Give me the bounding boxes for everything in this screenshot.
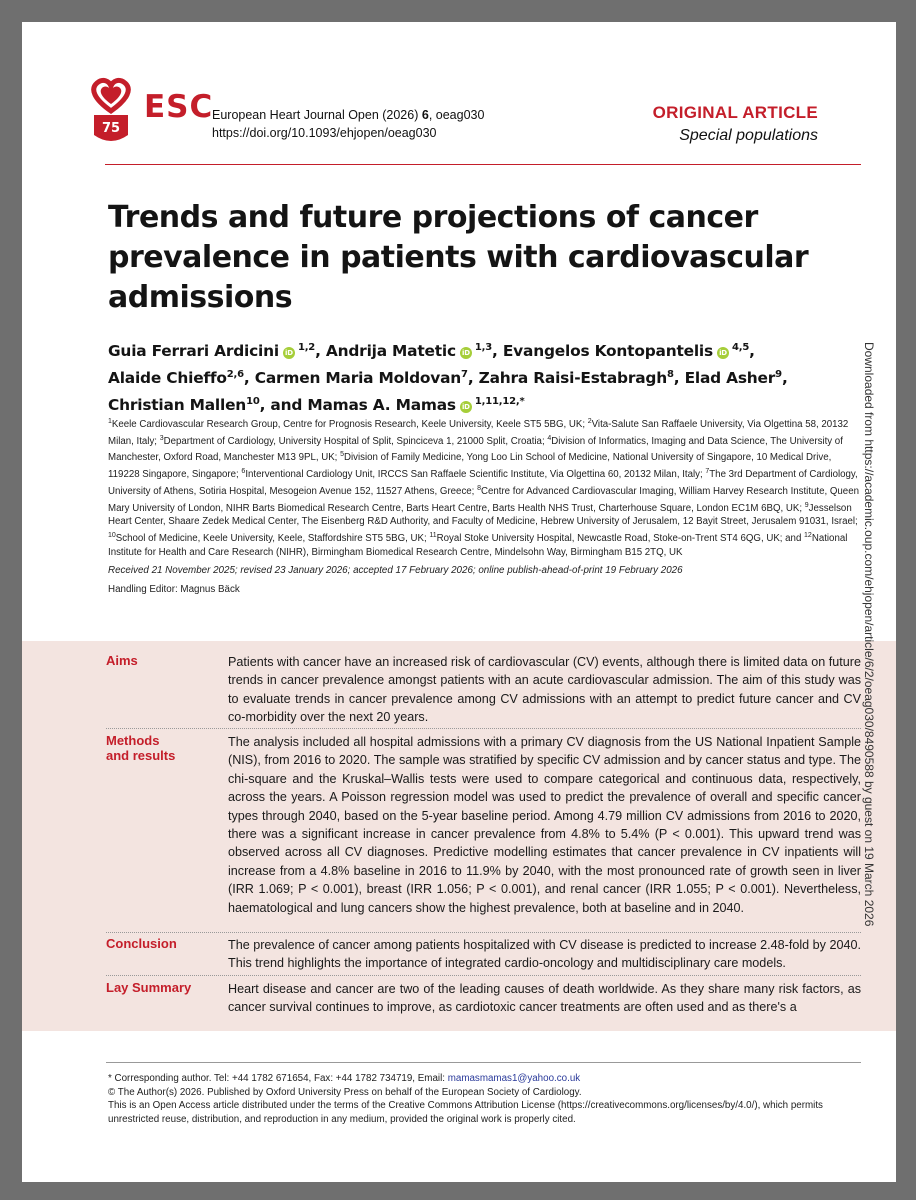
logo-text: ESC xyxy=(144,89,214,125)
corresponding-author xyxy=(108,1072,862,1086)
affiliation-text: School of Medicine, Keele University, Keele, Staffordshire ST5 5BG, UK; xyxy=(115,533,430,545)
article-section: Special populations xyxy=(679,127,818,144)
author-separator: , xyxy=(315,342,326,361)
affiliation-text: Keele Cardiovascular Research Group, Centre for Prognosis Research, Keele University, Keele ST5 5BG, UK; xyxy=(111,419,588,431)
affiliation-number: 11 xyxy=(429,531,437,539)
corresponding-text: * Corresponding author. Tel: +44 1782 671654, Fax: +44 1782 734719, Email: xyxy=(108,1073,448,1084)
author-name: Zahra Raisi-Estabragh xyxy=(478,369,667,388)
methods-label-line-2: and results xyxy=(106,748,176,763)
esc-logo xyxy=(82,77,214,152)
affiliation-text: Interventional Cardiology Unit, IRCCS San Raffaele Scientific Institute, Via Olgettina 60, 20132 Milan, Italy; xyxy=(245,469,706,481)
page xyxy=(22,22,896,1182)
handling-editor: Handling Editor: Magnus Bäck xyxy=(108,584,240,595)
affiliation-number: 4 xyxy=(547,434,552,442)
conclusion-label: Conclusion xyxy=(106,936,177,951)
author-affiliation-number: 1,2 xyxy=(297,342,316,353)
author-separator: , xyxy=(781,369,788,388)
article-dates: Received 21 November 2025; revised 23 January 2026; accepted 17 February 2026; online publish-ahead-of-print 19 February 2026 xyxy=(108,565,683,576)
affiliation-text: The 3rd Department of Cardiology, University of Athens, Sotiria Hospital, Mesogeion Avenue 152, 11527 Athens, Greece; xyxy=(108,469,858,498)
author-name: Mamas A. Mamas xyxy=(307,396,456,415)
affiliation-number: 8 xyxy=(477,484,481,492)
license: This is an Open Access article distributed under the terms of the Creative Commons Attribution License (https://creativecommons.org/licenses/by/4.0/), which permits unrestricted reuse, distribution, and reproduction in any medium, provided the original work is properly cited. xyxy=(108,1100,823,1125)
journal-article: , oeag030 xyxy=(428,108,485,122)
lay-summary-text: Heart disease and cancer are two of the leading causes of death worldwide. As they share many risk factors, as cancer survival continues to improve, as cardiotoxic cancer treatments are often used and as there's a xyxy=(228,982,861,1015)
affiliation-number: 9 xyxy=(804,501,809,509)
affiliations xyxy=(108,415,860,559)
author-name: Andrija Matetic xyxy=(325,342,456,361)
affiliation-text: Jesselson Heart Center, Shaare Zedek Medical Center, The Eisenberg R&D Authority, and Faculty of Medicine, Hebrew University of Jerusalem, 12 Bayit Street, Jerusalem 91031, Israel; xyxy=(108,502,858,528)
conclusion-text: The prevalence of cancer among patients hospitalized with CV disease is predicted to increase 2.48-fold by 2040. This trend highlights the importance of integrated cardio-oncology and multidisciplinary care models. xyxy=(228,938,861,971)
methods-text: The analysis included all hospital admissions with a primary CV diagnosis from the US National Inpatient Sample (NIS), from 2016 to 2020. The sample was stratified by specific CV admission and by cancer status and type. The chi-square and the Kruskal–Wallis tests were used to compare categorical and continuous data, respectively, across the years. A Poisson regression model was used to predict the prevalence of overall and specific cancer types through 2040, based on the 5-year baseline period. Among 4.79 million CV admissions from 2016 to 2020, there was a significant increase in cancer prevalence from 4.8% to 5.4% (P < 0.001). This upward trend was observed across all CV diagnoses. Predictive modelling estimates that cancer prevalence in CV inpatients will increase from a 4.8% baseline in 2016 to 11.9% by 2040, with the most pronounced rate of growth seen in liver (IRR 1.069; P < 0.001), breast (IRR 1.056; P < 0.001), and renal cancer (IRR 1.055; P < 0.001). Nevertheless, haematological and lung cancers show the highest prevalence, both at baseline and in 2040. xyxy=(228,735,861,915)
affiliation-number: 10 xyxy=(108,531,116,539)
author-separator: , xyxy=(492,342,503,361)
author-affiliation-number: 8 xyxy=(666,369,674,381)
affiliation-number: 7 xyxy=(705,468,710,476)
download-watermark xyxy=(862,342,890,927)
author-name: Alaide Chieffo xyxy=(108,369,227,388)
affiliation-text: Centre for Advanced Cardiovascular Imaging, William Harvey Research Institute, Queen Mary University of London, NIHR Barts Biomedical Research Centre, Barts Heart Centre, Barts Health NHS Trust, Charterhouse Square, London EC1M 6BQ, UK; xyxy=(108,486,859,514)
affiliation-text: Division of Family Medicine, Yong Loo Lin School of Medicine, National University of Singapore, 10 Medical Drive, 119228 Singapore, Singapore; xyxy=(108,452,832,481)
copyright: © The Author(s) 2026. Published by Oxford University Press on behalf of the European Society of Cardiology. xyxy=(108,1086,582,1098)
author-name: Elad Asher xyxy=(684,369,776,388)
author-affiliation-number: 2,6 xyxy=(226,369,244,381)
heart-logo-icon xyxy=(88,77,134,149)
affiliation-number: 5 xyxy=(340,451,344,459)
affiliation-number: 1 xyxy=(108,418,112,425)
download-note: Downloaded from https://academic.oup.com/ehjopen/article/6/2/oeag030/8490588 by guest on 19 March 2026 xyxy=(862,342,876,927)
doi-link[interactable]: https://doi.org/10.1093/ehjopen/oeag030 xyxy=(212,126,437,140)
journal-citation xyxy=(212,106,484,142)
author-name: Evangelos Kontopantelis xyxy=(502,342,713,361)
author-affiliation-number: 1,3 xyxy=(474,342,493,353)
author-name: Carmen Maria Moldovan xyxy=(254,369,462,388)
logo-badge: 75 xyxy=(101,121,121,136)
affiliation-text: Vita-Salute San Raffaele University, Via Olgettina 58, 20132 Milan, Italy; xyxy=(108,419,849,447)
author-affiliation-number: 4,5 xyxy=(731,342,750,353)
article-type: ORIGINAL ARTICLE xyxy=(652,103,818,122)
methods-label-line-1: Methods xyxy=(106,733,160,748)
section-divider xyxy=(106,728,861,729)
abstract-panel xyxy=(22,641,896,1031)
author-name: Christian Mallen xyxy=(108,396,247,415)
author-name: Guia Ferrari Ardicini xyxy=(108,342,279,361)
author-list xyxy=(108,336,828,417)
journal-volume: 6 xyxy=(421,108,429,122)
article-type-block xyxy=(653,103,818,145)
affiliation-number: 3 xyxy=(159,434,164,442)
author-affiliation-number: 9 xyxy=(775,369,782,381)
affiliation-text: Division of Informatics, Imaging and Data Science, The University of Manchester, Oxford Road, Manchester M13 9PL, UK; xyxy=(108,435,843,464)
footer-divider xyxy=(106,1062,861,1063)
footnotes xyxy=(108,1072,862,1126)
affiliation-text: National Institute for Health and Care Research (NIHR), Birmingham Biomedical Research Centre, Mindelsohn Way, Birmingham B15 2TQ, UK xyxy=(108,533,848,558)
author-affiliation-number: 10 xyxy=(246,396,260,408)
aims-text: Patients with cancer have an increased risk of cardiovascular (CV) events, although there is limited data on future trends in cancer prevalence amongst patients with an acute cardiovascular admission. The aim of this study was to evaluate trends in cancer prevalence among CV admissions with an attempt to predict future cancer and CV co-morbidity over the next 20 years. xyxy=(228,655,861,725)
journal-name: European Heart Journal Open (2026) xyxy=(212,108,422,122)
affiliation-text: Department of Cardiology, University Hospital of Split, Spinciceva 1, 21000 Split, Croatia; xyxy=(163,435,548,447)
affiliation-number: 12 xyxy=(804,531,812,539)
author-separator: , and xyxy=(259,396,308,415)
email-link[interactable]: mamasmamas1@yahoo.co.uk xyxy=(447,1073,581,1084)
affiliation-text: Royal Stoke University Hospital, Newcastle Road, Stoke-on-Trent ST4 6QG, UK; and xyxy=(436,533,805,545)
methods-label xyxy=(106,733,175,763)
header-divider xyxy=(105,164,861,165)
author-separator: , xyxy=(243,369,255,388)
aims-label: Aims xyxy=(106,653,138,668)
author-affiliation-number: 1,11,12,* xyxy=(474,396,525,408)
section-divider xyxy=(106,975,861,976)
author-separator: , xyxy=(673,369,685,388)
article-title: Trends and future projections of cancer prevalence in patients with cardiovascular admissions xyxy=(108,200,809,315)
author-separator: , xyxy=(467,369,479,388)
author-affiliation-number: 7 xyxy=(461,369,468,381)
section-divider xyxy=(106,932,861,933)
affiliation-number: 6 xyxy=(241,468,246,476)
affiliation-number: 2 xyxy=(587,418,592,425)
orcid-icon[interactable]: iD xyxy=(460,347,472,359)
author-separator: , xyxy=(749,342,755,361)
orcid-icon[interactable]: iD xyxy=(283,347,295,359)
orcid-icon[interactable]: iD xyxy=(717,347,729,359)
lay-summary-label: Lay Summary xyxy=(106,980,192,995)
orcid-icon[interactable]: iD xyxy=(460,401,472,413)
